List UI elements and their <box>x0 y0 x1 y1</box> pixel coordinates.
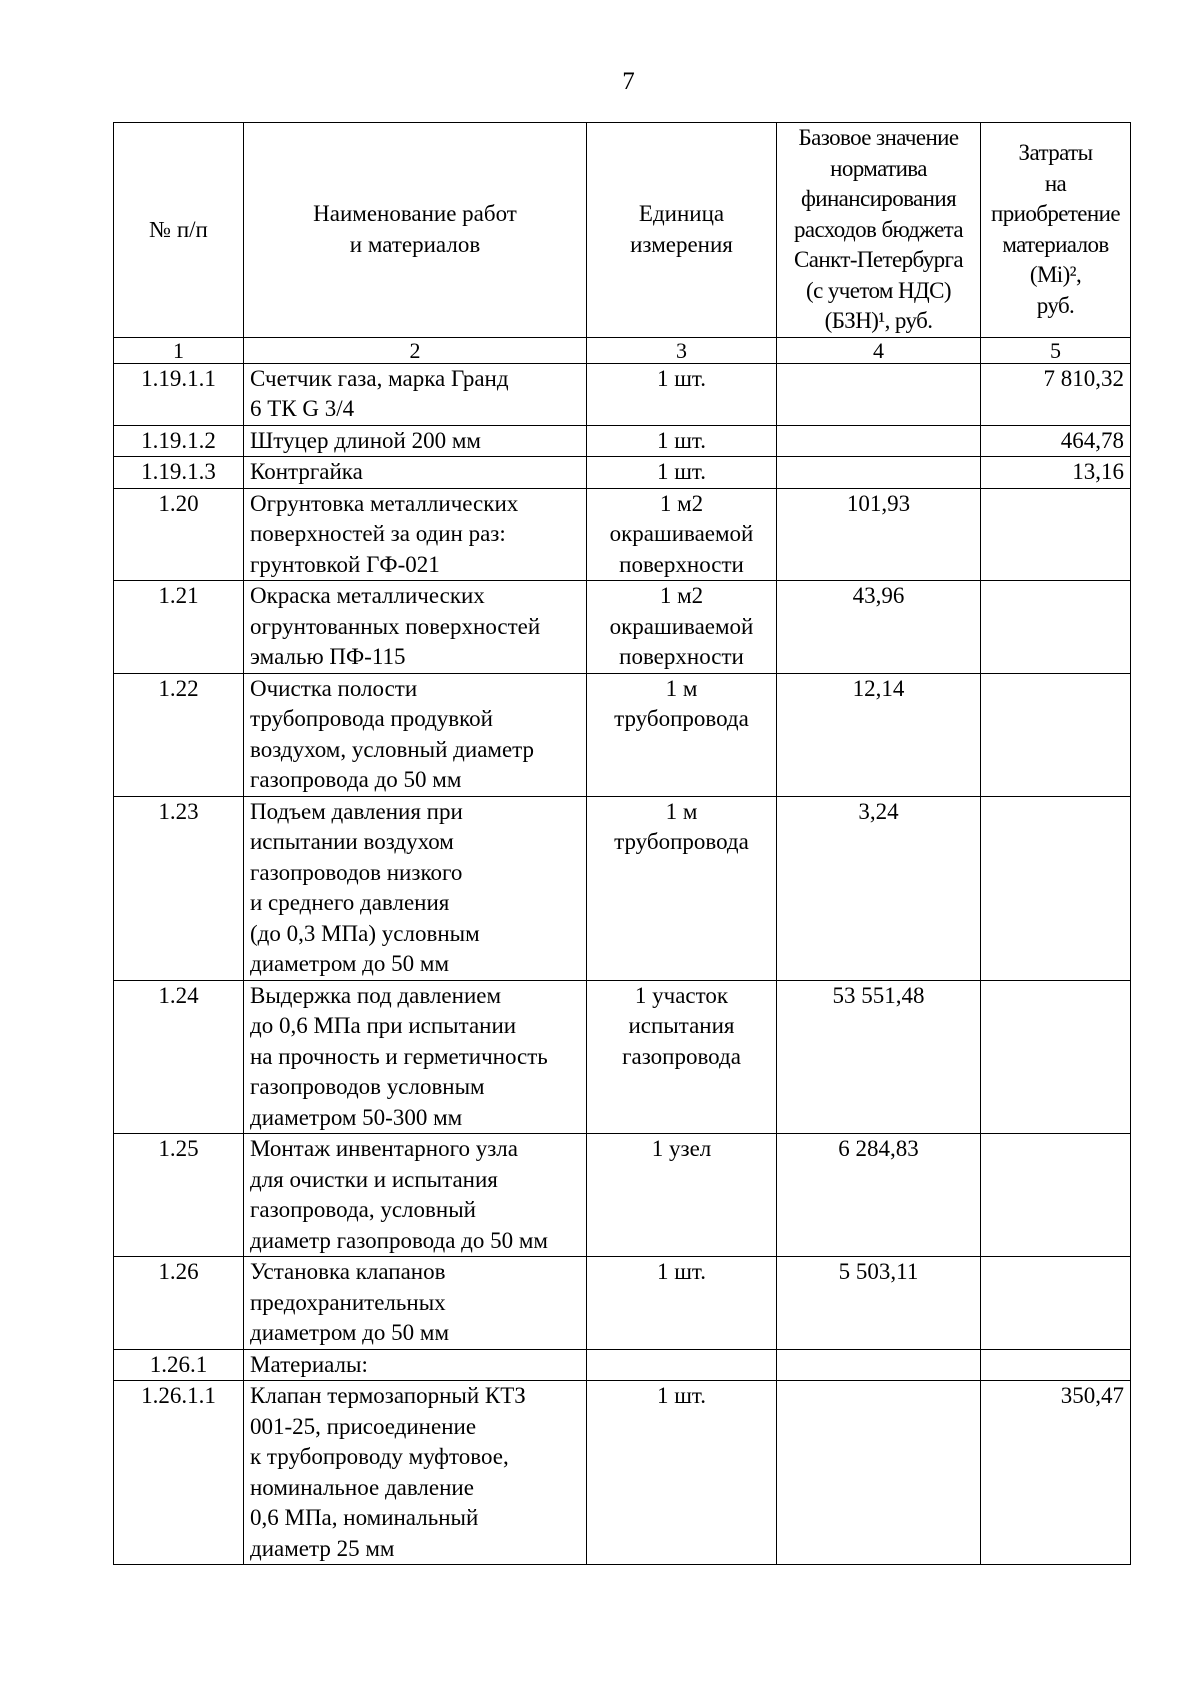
text-line: и материалов <box>349 231 481 257</box>
row-number: 1.25 <box>114 1134 244 1257</box>
text-line: материалов (Mi)², <box>1002 231 1109 288</box>
text-line: Счетчик газа, марка Гранд <box>250 365 509 391</box>
base-value <box>777 363 981 425</box>
header-unit <box>587 123 777 338</box>
text-line: диаметром до 50 мм <box>250 1320 449 1345</box>
column-number: 5 <box>981 337 1131 363</box>
text-line: газопровода, условный <box>250 1197 476 1222</box>
materials-cost <box>981 796 1131 980</box>
base-value: 5 503,11 <box>777 1257 981 1350</box>
base-value <box>777 1381 981 1565</box>
base-value <box>777 457 981 489</box>
text-line: Окраска металлических <box>250 583 485 608</box>
text-line: (до 0,3 МПа) условным <box>250 920 480 946</box>
materials-cost <box>981 673 1131 796</box>
column-number: 3 <box>587 337 777 363</box>
norms-table <box>113 122 1131 1565</box>
work-name <box>244 980 587 1134</box>
text-line: Очистка полости <box>250 675 418 701</box>
materials-cost: 350,47 <box>981 1381 1131 1565</box>
row-number: 1.19.1.1 <box>114 363 244 425</box>
materials-cost <box>981 488 1131 581</box>
materials-cost <box>981 980 1131 1134</box>
table-row <box>114 1349 1131 1381</box>
table-body <box>114 337 1131 1565</box>
text-line: диаметр 25 мм <box>250 1535 395 1561</box>
base-value: 101,93 <box>777 488 981 581</box>
text-line: газопровода <box>622 1043 741 1069</box>
text-line: для очистки и испытания <box>250 1166 498 1192</box>
text-line: Выдержка под давлением <box>250 982 502 1008</box>
text-line: трубопровода <box>614 829 749 854</box>
text-line: Наименование работ <box>313 201 517 227</box>
work-name <box>244 363 587 425</box>
text-line: окрашиваемой <box>609 613 754 639</box>
row-number: 1.19.1.3 <box>114 457 244 489</box>
table-row <box>114 425 1131 457</box>
row-number: 1.23 <box>114 796 244 980</box>
work-name <box>244 1257 587 1350</box>
text-line: 1 шт. <box>656 1259 707 1284</box>
work-name <box>244 673 587 796</box>
text-line: измерения <box>630 231 733 257</box>
materials-cost: 7 810,32 <box>981 363 1131 425</box>
text-line: предохранительных <box>250 1289 446 1315</box>
text-line: трубопровода <box>614 706 749 731</box>
text-line: воздухом, условный диаметр <box>250 736 534 762</box>
measurement-unit <box>587 488 777 581</box>
text-line: Огрунтовка металлических <box>250 490 519 516</box>
page-number: 7 <box>622 68 635 95</box>
row-number: 1.26.1.1 <box>114 1381 244 1565</box>
row-number: 1.24 <box>114 980 244 1134</box>
measurement-unit <box>587 1349 777 1381</box>
row-number: 1.26 <box>114 1257 244 1350</box>
column-number: 4 <box>777 337 981 363</box>
text-line: Установка клапанов <box>250 1259 446 1284</box>
text-line: 1 м2 <box>659 583 704 608</box>
text-line: Штуцер длиной 200 мм <box>250 427 481 453</box>
text-line: Монтаж инвентарного узла <box>250 1136 518 1161</box>
text-line: руб. <box>1036 292 1075 318</box>
row-number: 1.20 <box>114 488 244 581</box>
text-line: поверхностей за один раз: <box>250 521 506 546</box>
text-line: Клапан термозапорный КТЗ <box>250 1383 526 1408</box>
row-number: 1.26.1 <box>114 1349 244 1381</box>
text-line: Контргайка <box>250 459 363 484</box>
materials-cost <box>981 1349 1131 1381</box>
work-name <box>244 457 587 489</box>
text-line: 1 м <box>665 798 698 824</box>
table-row <box>114 581 1131 674</box>
table-row <box>114 673 1131 796</box>
text-line: 1 участок <box>634 982 729 1008</box>
text-line: поверхности <box>619 551 744 577</box>
text-line: и среднего давления <box>250 890 450 915</box>
text-line: Материалы: <box>250 1351 368 1377</box>
text-line: (с учетом НДС) <box>806 277 951 303</box>
text-line: поверхности <box>619 644 744 669</box>
measurement-unit <box>587 425 777 457</box>
measurement-unit <box>587 796 777 980</box>
table-row <box>114 796 1131 980</box>
text-line: 1 узел <box>651 1136 712 1161</box>
text-line: номинальное давление <box>250 1474 474 1500</box>
base-value: 3,24 <box>777 796 981 980</box>
text-line: 6 ТК G 3/4 <box>250 396 355 421</box>
measurement-unit <box>587 457 777 489</box>
base-value: 53 551,48 <box>777 980 981 1134</box>
text-line: диаметром до 50 мм <box>250 951 449 976</box>
text-line: Базовое значение <box>798 125 959 150</box>
text-line: 0,6 МПа, номинальный <box>250 1505 479 1530</box>
work-name <box>244 1349 587 1381</box>
base-value: 43,96 <box>777 581 981 674</box>
base-value: 12,14 <box>777 673 981 796</box>
text-line: 1 м <box>665 675 698 701</box>
base-value <box>777 425 981 457</box>
base-value: 6 284,83 <box>777 1134 981 1257</box>
measurement-unit <box>587 1381 777 1565</box>
header-materials-cost <box>981 123 1131 338</box>
materials-cost <box>981 1257 1131 1350</box>
materials-cost <box>981 1134 1131 1257</box>
table-row <box>114 1381 1131 1565</box>
text-line: диаметр газопровода до 50 мм <box>250 1227 548 1253</box>
text-line: эмалью ПФ-115 <box>250 644 406 669</box>
measurement-unit <box>587 980 777 1134</box>
measurement-unit <box>587 1257 777 1350</box>
text-line: Подъем давления при <box>250 798 463 824</box>
text-line: финансирования <box>800 186 957 211</box>
row-number: 1.22 <box>114 673 244 796</box>
table-row <box>114 980 1131 1134</box>
measurement-unit <box>587 363 777 425</box>
column-number: 1 <box>114 337 244 363</box>
work-name <box>244 796 587 980</box>
work-name <box>244 488 587 581</box>
work-name <box>244 1134 587 1257</box>
text-line: газопроводов условным <box>250 1074 485 1099</box>
text-line: 1 м2 <box>659 490 704 516</box>
text-line: расходов бюджета <box>793 216 964 242</box>
work-name <box>244 425 587 457</box>
work-name <box>244 1381 587 1565</box>
work-name <box>244 581 587 674</box>
table-row <box>114 457 1131 489</box>
text-line: 1 шт. <box>656 427 707 453</box>
text-line: испытании воздухом <box>250 829 454 854</box>
table-row <box>114 1134 1131 1257</box>
text-line: диаметром 50-300 мм <box>250 1104 463 1130</box>
text-line: Единица <box>638 201 725 227</box>
text-line: на приобретение <box>991 170 1120 227</box>
text-line: Санкт-Петербурга <box>794 247 963 272</box>
column-numbers-row <box>114 337 1131 363</box>
header-num: № п/п <box>114 123 244 338</box>
measurement-unit <box>587 673 777 796</box>
measurement-unit <box>587 581 777 674</box>
text-line: до 0,6 МПа при испытании <box>250 1013 517 1038</box>
text-line: газопроводов низкого <box>250 859 463 885</box>
row-number: 1.21 <box>114 581 244 674</box>
text-line: испытания <box>628 1013 735 1038</box>
table-row <box>114 363 1131 425</box>
materials-cost <box>981 581 1131 674</box>
text-line: трубопровода продувкой <box>250 706 493 731</box>
text-line: грунтовкой ГФ-021 <box>250 551 440 577</box>
materials-cost: 13,16 <box>981 457 1131 489</box>
text-line: на прочность и герметичность <box>250 1043 548 1069</box>
text-line: 1 шт. <box>656 459 707 484</box>
row-number: 1.19.1.2 <box>114 425 244 457</box>
header-base-value <box>777 123 981 338</box>
text-line: 1 шт. <box>656 1383 707 1408</box>
measurement-unit <box>587 1134 777 1257</box>
text-line: (БЗН)¹, руб. <box>824 308 933 333</box>
text-line: к трубопроводу муфтовое, <box>250 1444 509 1469</box>
text-line: огрунтованных поверхностей <box>250 613 541 639</box>
table-header-row <box>114 123 1131 338</box>
table-row <box>114 1257 1131 1350</box>
text-line: норматива <box>830 155 927 181</box>
base-value <box>777 1349 981 1381</box>
text-line: газопровода до 50 мм <box>250 767 462 792</box>
text-line: 001-25, присоединение <box>250 1413 477 1439</box>
table-row <box>114 488 1131 581</box>
text-line: окрашиваемой <box>609 521 754 546</box>
text-line: 1 шт. <box>656 365 707 391</box>
text-line: Затраты <box>1018 140 1093 166</box>
header-name <box>244 123 587 338</box>
materials-cost: 464,78 <box>981 425 1131 457</box>
column-number: 2 <box>244 337 587 363</box>
